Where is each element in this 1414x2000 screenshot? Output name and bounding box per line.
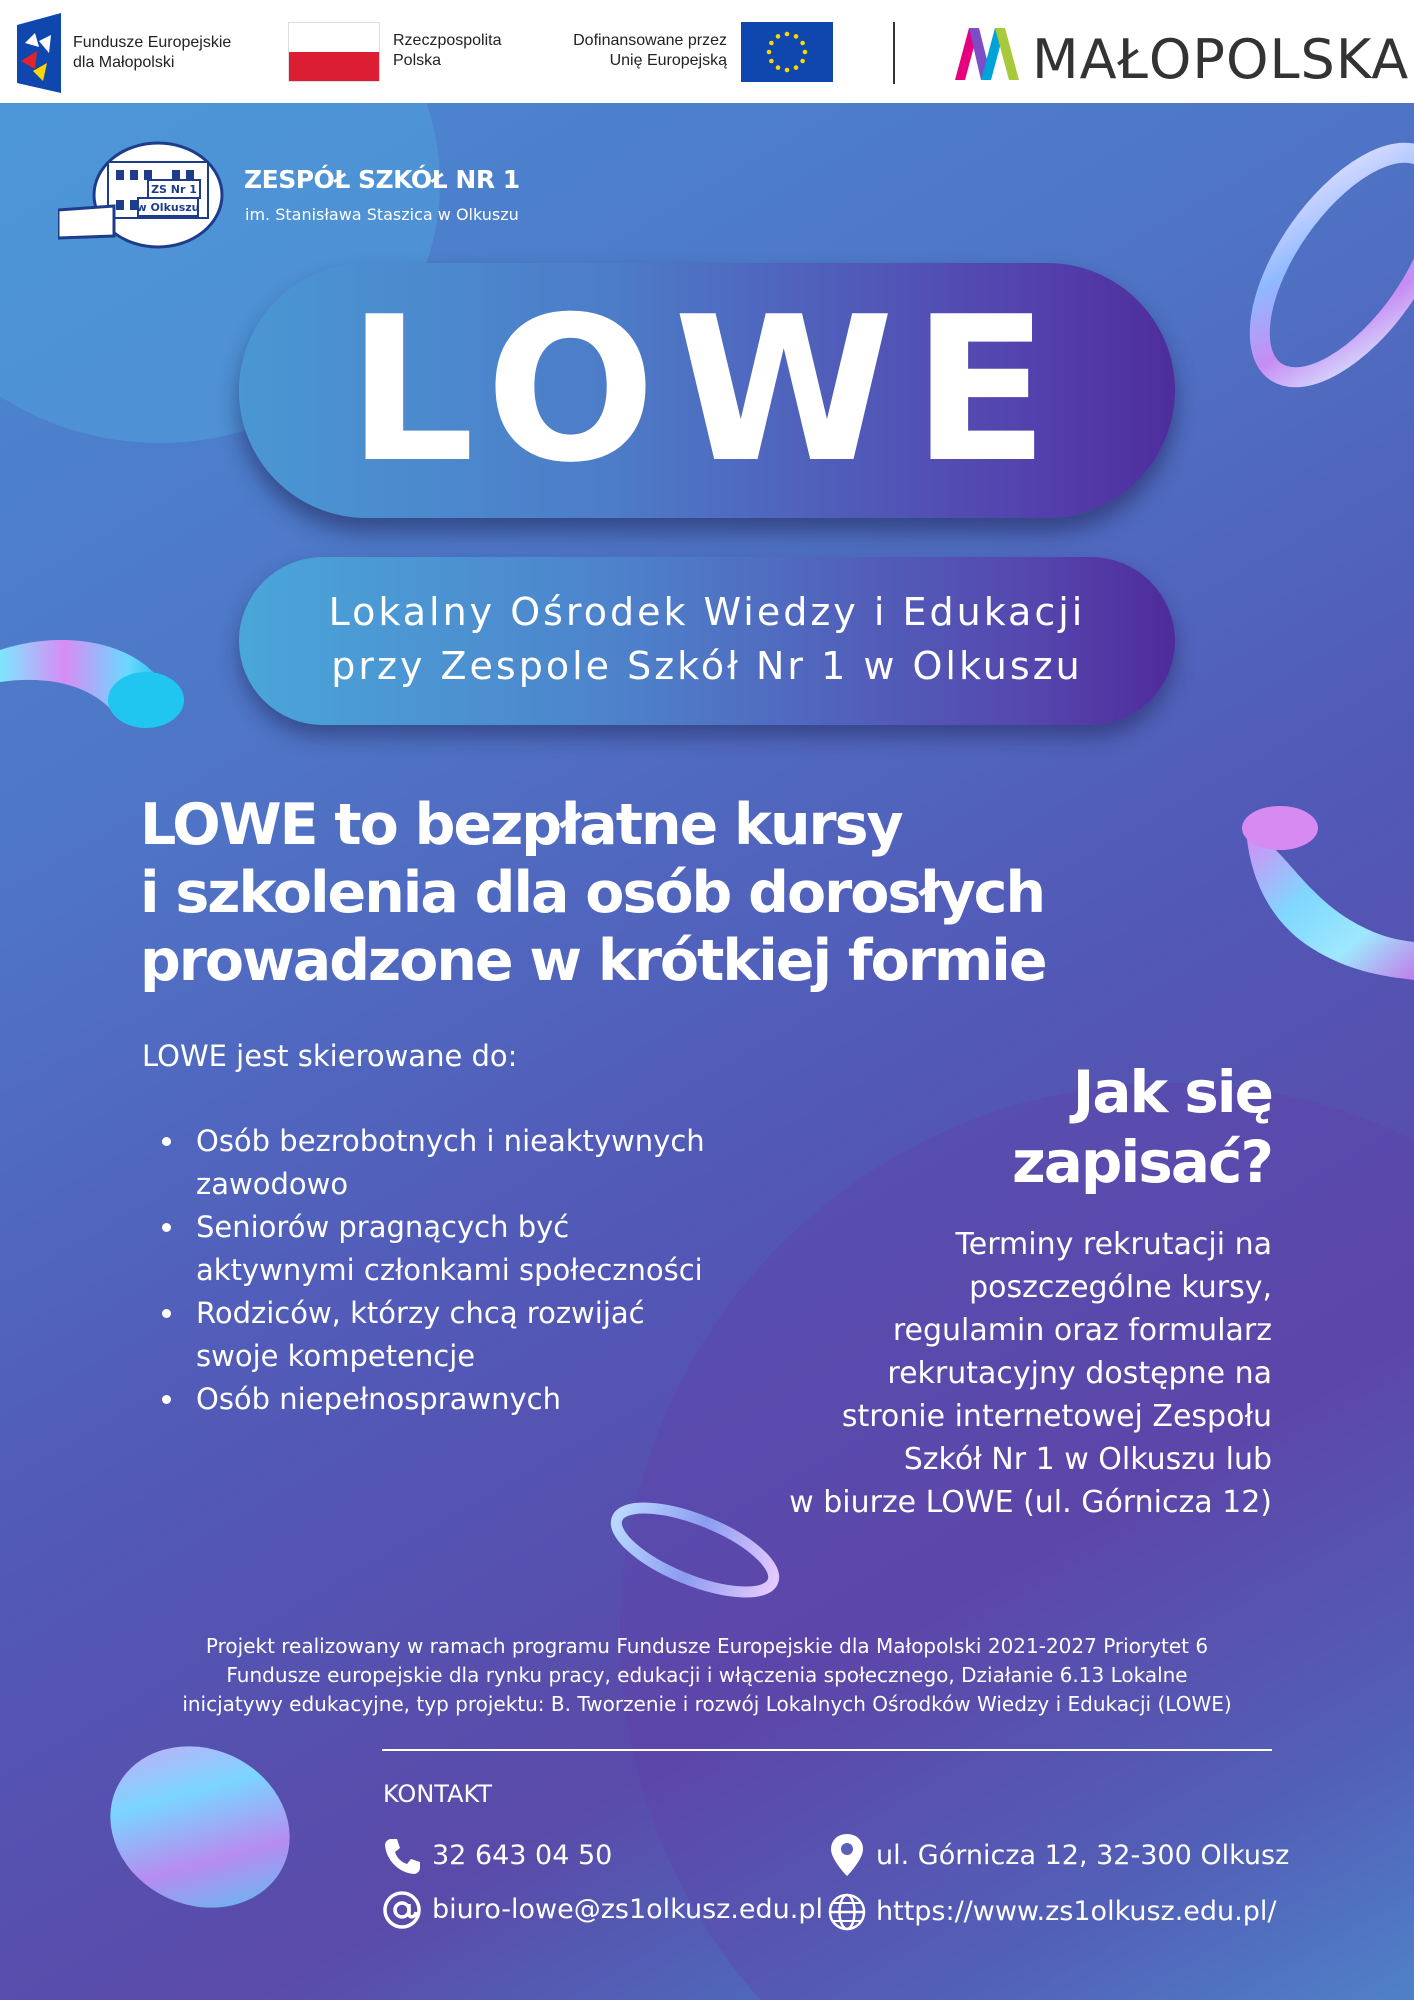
ring-bottom-center-icon: [600, 1495, 790, 1605]
signup-text-line: w biurze LOWE (ul. Górnicza 12): [789, 1485, 1272, 1520]
bullet-icon: [162, 1137, 171, 1146]
signup-text-line: stronie internetowej Zespołu: [841, 1399, 1272, 1434]
signup-title-line2: zapisać?: [1012, 1128, 1272, 1196]
fundusze-europejskie-logo-icon: [17, 13, 61, 93]
list-item-line: Seniorów pragnących być: [196, 1210, 570, 1244]
contact-email[interactable]: biuro-lowe@zs1olkusz.edu.pl: [432, 1894, 823, 1925]
list-item-line: zawodowo: [196, 1167, 349, 1201]
signup-title-line1: Jak się: [1072, 1058, 1272, 1126]
contact-address: ul. Górnicza 12, 32-300 Olkusz: [876, 1840, 1290, 1871]
bullet-icon: [162, 1223, 171, 1232]
signup-text-line: regulamin oraz formularz: [892, 1313, 1272, 1348]
signup-text-line: rekrutacyjny dostępne na: [887, 1356, 1272, 1391]
contact-website[interactable]: https://www.zs1olkusz.edu.pl/: [876, 1896, 1277, 1927]
list-item: [152, 1378, 792, 1421]
list-item-line: swoje kompetencje: [196, 1339, 476, 1373]
pl-text: [393, 31, 502, 71]
signup-text-line: Szkół Nr 1 w Olkuszu lub: [903, 1442, 1272, 1477]
malopolska-logo-icon: [955, 20, 1019, 84]
bullet-icon: [162, 1309, 171, 1318]
list-item-line: aktywnymi członkami społeczności: [196, 1253, 703, 1287]
emblem-text-top: ZS Nr 1: [151, 183, 197, 196]
at-sign-icon: [382, 1890, 422, 1930]
hero-subtitle-line1: Lokalny Ośrodek Wiedzy i Edukacji: [328, 590, 1086, 634]
hero-subtitle-line2: przy Zespole Szkół Nr 1 w Olkuszu: [331, 644, 1083, 688]
lowe-title: LOWE: [347, 274, 1067, 507]
pl-line1: Rzeczpospolita: [393, 32, 502, 49]
list-item: [152, 1292, 792, 1378]
funding-bar: [0, 0, 1414, 103]
eu-line1: Dofinansowane przez: [573, 32, 727, 49]
contact-phone[interactable]: 32 643 04 50: [432, 1840, 613, 1871]
eu-line2: Unię Europejską: [609, 52, 727, 69]
tube-left-icon: [0, 610, 190, 730]
emblem-text-bottom: w Olkuszu: [136, 201, 200, 214]
legal-line1: Projekt realizowany w ramach programu Fundusze Europejskie dla Małopolski 2021-2027 Priorytet 6: [205, 1634, 1209, 1658]
fe-line2: dla Małopolski: [73, 54, 175, 71]
bar-divider: [893, 22, 895, 84]
disc-bottom-left-icon: [100, 1735, 300, 1915]
globe-icon: [827, 1892, 867, 1932]
fe-line1: Fundusze Europejskie: [73, 34, 232, 51]
pl-line2: Polska: [393, 52, 442, 69]
school-name: ZESPÓŁ SZKÓŁ NR 1: [244, 165, 520, 194]
list-item-line: Rodziców, którzy chcą rozwijać: [196, 1296, 645, 1330]
subtitle-pill: [239, 557, 1175, 725]
target-list: [152, 1120, 792, 1421]
signup-text-line: Terminy rekrutacji na: [955, 1227, 1272, 1262]
eu-flag-icon: [741, 22, 833, 82]
contact-heading: KONTAKT: [383, 1780, 493, 1808]
footer-divider: [382, 1749, 1272, 1751]
polish-flag-icon: [288, 22, 380, 82]
signup-text-line: poszczególne kursy,: [969, 1270, 1272, 1305]
list-item: [152, 1206, 792, 1292]
phone-icon: [382, 1836, 422, 1876]
legal-line2: Fundusze europejskie dla rynku pracy, edukacji i włączenia społecznego, Działanie 6.13 Lokalne: [226, 1663, 1188, 1687]
headline-line3: prowadzone w krótkiej formie: [140, 928, 1046, 994]
fe-logo-text: [73, 33, 231, 73]
target-intro: LOWE jest skierowane do:: [142, 1039, 518, 1073]
tube-right-icon: [1240, 800, 1414, 980]
school-emblem-icon: [58, 140, 224, 250]
bullet-icon: [162, 1395, 171, 1404]
eu-text: [540, 31, 727, 71]
headline-line1: LOWE to bezpłatne kursy: [140, 792, 902, 858]
list-item-line: Osób niepełnosprawnych: [196, 1382, 561, 1416]
location-pin-icon: [827, 1832, 867, 1878]
headline-line2: i szkolenia dla osób dorosłych: [140, 860, 1045, 926]
malopolska-wordmark: MAŁOPOLSKA: [1032, 28, 1410, 91]
legal-line3: inicjatywy edukacyjne, typ projektu: B. Tworzenie i rozwój Lokalnych Ośrodków Wiedzy i Edukacji (LOWE): [182, 1692, 1232, 1716]
list-item-line: Osób bezrobotnych i nieaktywnych: [196, 1124, 705, 1158]
school-subtitle: im. Stanisława Staszica w Olkuszu: [245, 205, 519, 224]
list-item: [152, 1120, 792, 1206]
ring-top-right-icon: [1190, 105, 1414, 405]
